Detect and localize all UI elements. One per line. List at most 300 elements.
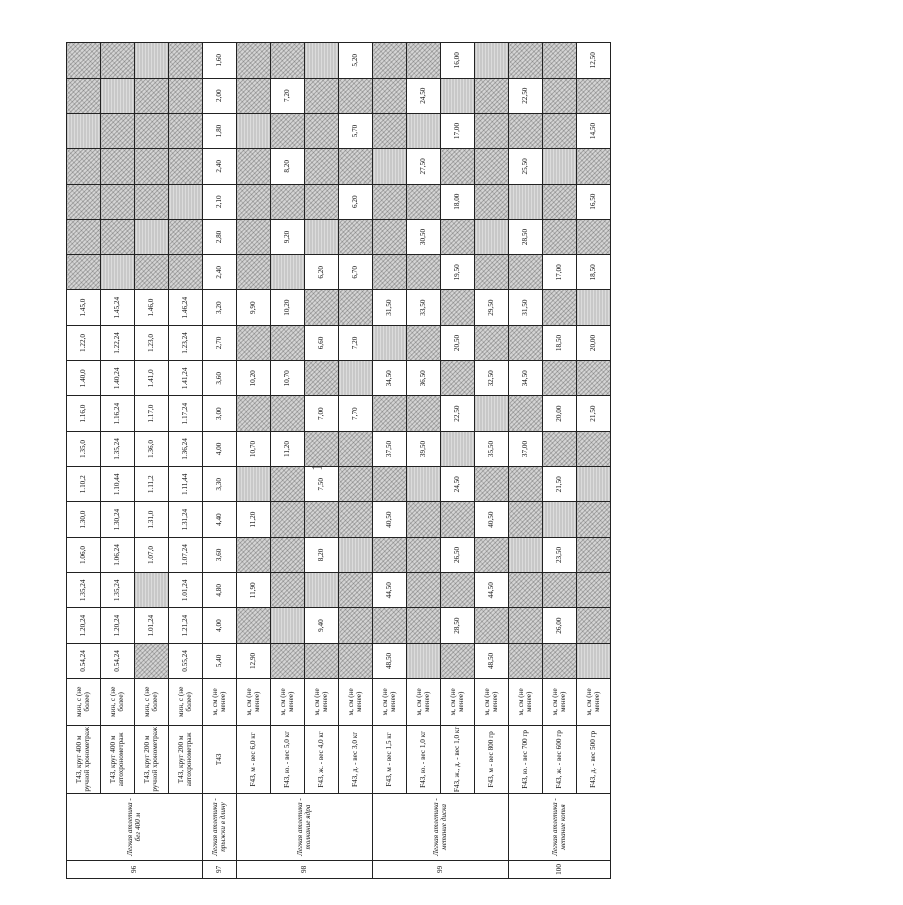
event-cell: F43, ю. - вес 700 гр	[509, 725, 543, 794]
value-cell	[577, 502, 611, 537]
unit-cell: м, см (не менее)	[339, 679, 373, 725]
value-cell: 1.07,0	[135, 537, 169, 572]
value-cell	[543, 643, 577, 678]
value-cell: 1.40,24	[101, 361, 135, 396]
unit-cell: м, см (не менее)	[543, 679, 577, 725]
value-cell: 0.54,24	[67, 643, 101, 678]
value-cell	[101, 219, 135, 254]
value-cell: 1,80	[203, 113, 237, 148]
value-cell	[577, 149, 611, 184]
value-cell: 16,50	[577, 184, 611, 219]
value-cell	[543, 361, 577, 396]
value-cell: 30,50	[407, 219, 441, 254]
value-cell	[407, 113, 441, 148]
table-row	[135, 43, 169, 879]
value-cell: 1.23,0	[135, 325, 169, 360]
value-cell: 1.22,0	[67, 325, 101, 360]
event-cell: F43, ж. - вес 600 гр	[543, 725, 577, 794]
value-cell	[305, 149, 339, 184]
value-cell	[237, 396, 271, 431]
value-cell	[67, 43, 101, 79]
value-cell	[339, 502, 373, 537]
value-cell: 1.20,24	[67, 608, 101, 643]
discipline-cell: Легкая атлетика - прыжки в длину	[203, 794, 237, 861]
value-cell: 1.36,24	[169, 431, 203, 466]
value-cell	[577, 78, 611, 113]
value-cell	[271, 537, 305, 572]
value-cell	[509, 396, 543, 431]
value-cell	[67, 78, 101, 113]
row-number: 96	[67, 860, 203, 878]
value-cell: 35,50	[475, 431, 509, 466]
unit-cell: м, см (не менее)	[441, 679, 475, 725]
event-cell: F43, м - вес 6,0 кг	[237, 725, 271, 794]
value-cell	[407, 43, 441, 79]
value-cell	[407, 573, 441, 608]
value-cell: 8,20	[305, 537, 339, 572]
value-cell: 1.10,2	[67, 467, 101, 502]
value-cell	[509, 467, 543, 502]
value-cell	[407, 643, 441, 678]
value-cell	[237, 537, 271, 572]
value-cell	[407, 467, 441, 502]
value-cell: 9,90	[237, 290, 271, 325]
value-cell: 10,20	[237, 361, 271, 396]
value-cell: 1.35,0	[67, 431, 101, 466]
value-cell: 10,70	[271, 361, 305, 396]
value-cell	[543, 502, 577, 537]
value-cell: 1.45,24	[101, 290, 135, 325]
discipline-cell: Легкая атлетика - метание диска	[373, 794, 509, 861]
table-row	[543, 43, 577, 879]
value-cell: 32,50	[475, 361, 509, 396]
value-cell	[271, 502, 305, 537]
value-cell	[441, 78, 475, 113]
value-cell: 2,80	[203, 219, 237, 254]
value-cell: 40,50	[475, 502, 509, 537]
value-cell: 1.23,24	[169, 325, 203, 360]
value-cell	[339, 361, 373, 396]
value-cell: 1.30,24	[101, 502, 135, 537]
row-number: 100	[509, 860, 611, 878]
value-cell	[135, 113, 169, 148]
value-cell	[67, 149, 101, 184]
value-cell	[67, 219, 101, 254]
value-cell: 25,50	[509, 149, 543, 184]
value-cell: 24,50	[407, 78, 441, 113]
value-cell	[407, 608, 441, 643]
table-row	[509, 43, 543, 879]
value-cell	[373, 325, 407, 360]
value-cell	[101, 184, 135, 219]
table-row	[67, 43, 101, 879]
value-cell: 1.07,24	[169, 537, 203, 572]
value-cell: 44,50	[373, 573, 407, 608]
standards-table	[66, 42, 611, 879]
value-cell	[339, 149, 373, 184]
value-cell	[135, 149, 169, 184]
value-cell	[509, 608, 543, 643]
value-cell	[305, 184, 339, 219]
table-row	[203, 43, 237, 879]
table-body	[67, 43, 611, 879]
value-cell	[509, 184, 543, 219]
value-cell	[237, 43, 271, 79]
value-cell: 40,50	[373, 502, 407, 537]
value-cell: 20,00	[577, 325, 611, 360]
unit-cell: м, см (не менее)	[577, 679, 611, 725]
value-cell	[407, 396, 441, 431]
value-cell: 7,20	[339, 325, 373, 360]
value-cell: 1.01,24	[169, 573, 203, 608]
value-cell	[373, 396, 407, 431]
value-cell: 23,50	[543, 537, 577, 572]
unit-cell: м, см (не менее)	[271, 679, 305, 725]
value-cell: 14,50	[577, 113, 611, 148]
value-cell	[305, 43, 339, 79]
value-cell	[441, 502, 475, 537]
value-cell	[237, 608, 271, 643]
value-cell	[169, 184, 203, 219]
value-cell	[101, 78, 135, 113]
value-cell	[407, 255, 441, 290]
value-cell: 7,00	[305, 396, 339, 431]
value-cell	[169, 149, 203, 184]
value-cell	[577, 361, 611, 396]
value-cell	[271, 325, 305, 360]
value-cell	[101, 113, 135, 148]
value-cell: 34,50	[509, 361, 543, 396]
value-cell	[373, 608, 407, 643]
table-row	[305, 43, 339, 879]
value-cell: 7,50	[305, 467, 339, 502]
value-cell	[577, 537, 611, 572]
value-cell	[543, 290, 577, 325]
value-cell: 1.30,0	[67, 502, 101, 537]
value-cell	[271, 396, 305, 431]
value-cell: 4,00	[203, 431, 237, 466]
value-cell	[475, 219, 509, 254]
value-cell	[237, 219, 271, 254]
value-cell: 1.46,0	[135, 290, 169, 325]
value-cell: 1.41,24	[169, 361, 203, 396]
value-cell	[271, 43, 305, 79]
value-cell: 1.17,0	[135, 396, 169, 431]
event-cell: F43, ю. - вес 5,0 кг	[271, 725, 305, 794]
table-row	[271, 43, 305, 879]
value-cell: 6,70	[339, 255, 373, 290]
value-cell	[271, 255, 305, 290]
value-cell: 29,50	[475, 290, 509, 325]
row-number: 97	[203, 860, 237, 878]
table-row	[237, 43, 271, 879]
value-cell: 33,50	[407, 290, 441, 325]
rotated-sheet	[66, 42, 611, 879]
value-cell: 1.16,24	[101, 396, 135, 431]
value-cell	[135, 184, 169, 219]
value-cell	[475, 255, 509, 290]
value-cell	[339, 290, 373, 325]
unit-cell: м, см (не менее)	[305, 679, 339, 725]
value-cell: 10,20	[271, 290, 305, 325]
value-cell: 9,20	[271, 219, 305, 254]
value-cell	[237, 113, 271, 148]
value-cell	[373, 467, 407, 502]
value-cell	[441, 219, 475, 254]
value-cell	[543, 184, 577, 219]
unit-cell: м, см (не менее)	[407, 679, 441, 725]
value-cell	[339, 643, 373, 678]
value-cell	[271, 573, 305, 608]
value-cell	[475, 78, 509, 113]
value-cell	[135, 78, 169, 113]
event-cell: Т43, круг 200 м ручной хронометраж	[135, 725, 169, 794]
unit-cell: м, см (не менее)	[203, 679, 237, 725]
value-cell: 1,60	[203, 43, 237, 79]
value-cell	[577, 643, 611, 678]
value-cell	[373, 537, 407, 572]
value-cell: 28,50	[509, 219, 543, 254]
value-cell: 1.11,2	[135, 467, 169, 502]
value-cell: 2,00	[203, 78, 237, 113]
value-cell	[441, 573, 475, 608]
value-cell	[305, 431, 339, 466]
value-cell	[373, 43, 407, 79]
value-cell	[237, 325, 271, 360]
value-cell	[135, 43, 169, 79]
value-cell	[373, 149, 407, 184]
table-row	[475, 43, 509, 879]
value-cell	[271, 643, 305, 678]
table-row	[407, 43, 441, 879]
table-row	[101, 43, 135, 879]
value-cell: 22,50	[441, 396, 475, 431]
event-cell: F43, м - вес 1,5 кг	[373, 725, 407, 794]
value-cell	[101, 255, 135, 290]
value-cell	[373, 255, 407, 290]
value-cell	[135, 573, 169, 608]
value-cell: 0.55,24	[169, 643, 203, 678]
value-cell	[475, 608, 509, 643]
value-cell: 1.41,0	[135, 361, 169, 396]
value-cell	[407, 184, 441, 219]
value-cell: 36,50	[407, 361, 441, 396]
value-cell	[67, 255, 101, 290]
value-cell	[441, 431, 475, 466]
value-cell: 2,40	[203, 149, 237, 184]
value-cell: 1.20,24	[101, 608, 135, 643]
value-cell: 21,50	[543, 467, 577, 502]
value-cell	[407, 537, 441, 572]
value-cell	[305, 573, 339, 608]
value-cell: 20,00	[543, 396, 577, 431]
value-cell	[305, 290, 339, 325]
event-cell: F43, ж., д. - вес 1,0 кг	[441, 725, 475, 794]
value-cell	[509, 502, 543, 537]
value-cell: 16,00	[441, 43, 475, 79]
value-cell: 11,20	[237, 502, 271, 537]
table-row	[339, 43, 373, 879]
row-number: 98	[237, 860, 373, 878]
value-cell	[441, 290, 475, 325]
value-cell	[509, 537, 543, 572]
value-cell: 1.35,24	[67, 573, 101, 608]
value-cell	[373, 184, 407, 219]
value-cell	[577, 431, 611, 466]
value-cell: 18,00	[441, 184, 475, 219]
value-cell: 37,50	[373, 431, 407, 466]
value-cell	[577, 219, 611, 254]
event-cell: Т43, круг 400 м ручной хронометраж	[67, 725, 101, 794]
event-cell: F43, м - вес 800 гр	[475, 725, 509, 794]
value-cell: 18,50	[577, 255, 611, 290]
value-cell	[135, 219, 169, 254]
value-cell	[169, 78, 203, 113]
value-cell	[543, 431, 577, 466]
value-cell: 3,30	[203, 467, 237, 502]
value-cell	[339, 431, 373, 466]
value-cell: 1.16,0	[67, 396, 101, 431]
value-cell	[339, 608, 373, 643]
value-cell	[237, 149, 271, 184]
event-cell: Т43	[203, 725, 237, 794]
value-cell: 1.31,24	[169, 502, 203, 537]
value-cell: 1.36,0	[135, 431, 169, 466]
value-cell: 5,40	[203, 643, 237, 678]
value-cell: 18,50	[543, 325, 577, 360]
value-cell: 1.06,24	[101, 537, 135, 572]
value-cell	[339, 467, 373, 502]
value-cell	[509, 573, 543, 608]
value-cell	[135, 643, 169, 678]
value-cell	[373, 78, 407, 113]
value-cell: 22,50	[509, 78, 543, 113]
value-cell: 7,70	[339, 396, 373, 431]
value-cell	[509, 43, 543, 79]
value-cell: 37,00	[509, 431, 543, 466]
table-row	[577, 43, 611, 879]
event-cell: F43, ю. - вес 1,0 кг	[407, 725, 441, 794]
value-cell	[169, 43, 203, 79]
value-cell: 3,00	[203, 396, 237, 431]
value-cell: 1.10,44	[101, 467, 135, 502]
value-cell: 34,50	[373, 361, 407, 396]
value-cell	[475, 113, 509, 148]
value-cell: 1.17,24	[169, 396, 203, 431]
value-cell	[543, 113, 577, 148]
value-cell	[407, 325, 441, 360]
unit-cell: мин, с (не более)	[101, 679, 135, 725]
value-cell	[509, 113, 543, 148]
value-cell: 1.35,24	[101, 431, 135, 466]
value-cell	[475, 149, 509, 184]
table-row	[373, 43, 407, 879]
value-cell	[441, 149, 475, 184]
value-cell	[577, 573, 611, 608]
value-cell	[237, 255, 271, 290]
unit-cell: м, см (не менее)	[509, 679, 543, 725]
unit-cell: мин, с (не более)	[135, 679, 169, 725]
row-number: 99	[373, 860, 509, 878]
value-cell	[543, 43, 577, 79]
value-cell: 44,50	[475, 573, 509, 608]
value-cell	[475, 396, 509, 431]
value-cell	[169, 113, 203, 148]
value-cell	[271, 113, 305, 148]
table-row	[441, 43, 475, 879]
value-cell	[441, 643, 475, 678]
value-cell	[509, 643, 543, 678]
value-cell	[305, 361, 339, 396]
value-cell: 6,20	[339, 184, 373, 219]
value-cell: 4,40	[203, 502, 237, 537]
value-cell: 31,50	[373, 290, 407, 325]
value-cell	[475, 43, 509, 79]
value-cell: 1.40,0	[67, 361, 101, 396]
event-cell: F43, ж. - вес 4,0 кг	[305, 725, 339, 794]
value-cell: 8,20	[271, 149, 305, 184]
value-cell: 24,50	[441, 467, 475, 502]
value-cell	[237, 467, 271, 502]
value-cell: 0.54,24	[101, 643, 135, 678]
value-cell	[475, 184, 509, 219]
value-cell: 48,50	[475, 643, 509, 678]
value-cell	[271, 467, 305, 502]
value-cell	[305, 113, 339, 148]
value-cell: 7,20	[271, 78, 305, 113]
value-cell	[305, 219, 339, 254]
value-cell: 1.35,24	[101, 573, 135, 608]
value-cell	[169, 255, 203, 290]
value-cell: 17,00	[441, 113, 475, 148]
value-cell	[543, 78, 577, 113]
value-cell	[169, 219, 203, 254]
value-cell: 1.01,24	[135, 608, 169, 643]
unit-cell: мин, с (не более)	[67, 679, 101, 725]
value-cell: 31,50	[509, 290, 543, 325]
value-cell	[101, 149, 135, 184]
value-cell: 3,20	[203, 290, 237, 325]
value-cell: 11,20	[271, 431, 305, 466]
discipline-cell: Легкая атлетика - метание копья	[509, 794, 611, 861]
unit-cell: м, см (не менее)	[237, 679, 271, 725]
value-cell: 2,70	[203, 325, 237, 360]
value-cell: 6,60	[305, 325, 339, 360]
value-cell: 1.21,24	[169, 608, 203, 643]
unit-cell: мин, с (не более)	[169, 679, 203, 725]
value-cell	[135, 255, 169, 290]
discipline-cell: Легкая атлетика - бег 400 м	[67, 794, 203, 861]
value-cell	[305, 502, 339, 537]
value-cell	[305, 643, 339, 678]
value-cell	[67, 113, 101, 148]
event-cell: F43, д. - вес 500 гр	[577, 725, 611, 794]
value-cell	[305, 78, 339, 113]
value-cell	[373, 219, 407, 254]
value-cell: 9,40	[305, 608, 339, 643]
value-cell: 5,70	[339, 113, 373, 148]
value-cell	[339, 537, 373, 572]
value-cell: 39,50	[407, 431, 441, 466]
value-cell	[271, 608, 305, 643]
table-viewport	[66, 42, 903, 875]
value-cell: 20,50	[441, 325, 475, 360]
value-cell: 12,50	[577, 43, 611, 79]
table-row	[169, 43, 203, 879]
value-cell: 4,00	[203, 608, 237, 643]
unit-cell: м, см (не менее)	[373, 679, 407, 725]
event-cell: Т43, круг 200 м автохронометраж	[169, 725, 203, 794]
